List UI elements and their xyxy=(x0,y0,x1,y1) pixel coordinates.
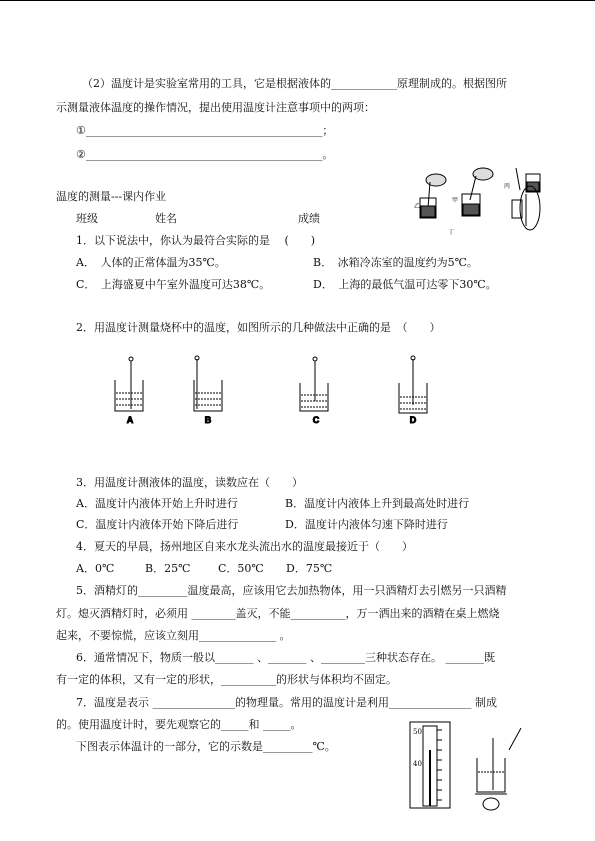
q6-line1: 6．通常情况下，物质一般以_______ 、_______ 、________三种状态存在。 _______既 xyxy=(76,651,495,664)
worksheet-title: 温度的测量---课内作业 xyxy=(56,190,167,203)
q2-line2: 示测量液体温度的操作情况，提出使用温度计注意事项中的两项： xyxy=(56,101,375,114)
svg-text:C: C xyxy=(312,415,320,425)
q1-option-d: D． 上海的最低气温可达零下30℃。 xyxy=(313,278,497,291)
q7-line1: 7．温度是表示 _______________的物理量。常用的温度计是利用_______________ 制成 xyxy=(76,696,497,709)
fig-label-2: 甲 xyxy=(452,197,459,204)
fig-label-4: 丁 xyxy=(448,229,455,236)
beaker-b xyxy=(194,356,222,425)
q2-item1: ①___________________________________________； xyxy=(76,124,334,137)
q7-line3: 下图表示体温计的一部分，它的示数是_________℃。 xyxy=(76,740,336,753)
svg-text:B: B xyxy=(204,415,212,425)
q5-line1: 5．酒精灯的_________温度最高，应该用它去加热物体，用一只酒精灯去引燃另一只酒精 xyxy=(76,584,507,597)
svg-text:D: D xyxy=(409,415,417,425)
q4-option-c: C．50℃ xyxy=(218,562,264,575)
q3-option-b: B．温度计内液体上升到最高处时进行 xyxy=(285,497,470,510)
operation-figure xyxy=(408,160,548,238)
q4-option-a: A．0℃ xyxy=(76,562,115,575)
q2-line1: （2）温度计是实验室常用的工具，它是根据液体的____________原理制成的。根据图所 xyxy=(82,77,507,90)
beaker-d xyxy=(399,356,427,425)
q4-stem: 4．夏天的早晨，扬州地区自来水龙头流出水的温度最接近于（ ） xyxy=(76,540,413,553)
q1-option-b: B． 冰箱冷冻室的温度约为5℃。 xyxy=(313,256,478,269)
beaker-figures xyxy=(110,355,440,427)
q3-option-c: C．温度计内液体开始下降后进行 xyxy=(76,518,239,531)
fig-label-3: 丙 xyxy=(504,183,511,190)
q2b-stem: 2．用温度计测量烧杯中的温度，如图所示的几种做法中正确的是 （ ） xyxy=(76,321,441,334)
beaker-c xyxy=(300,357,328,425)
thermometer-tick-50: 50 xyxy=(413,728,422,736)
q3-option-a: A．温度计内液体开始上升时进行 xyxy=(76,497,238,510)
clinical-thermometer-figure xyxy=(405,720,535,815)
class-label: 班级 xyxy=(76,212,98,225)
q1-stem: 1．以下说法中，你认为最符合实际的是 ( ) xyxy=(76,234,316,247)
fig-label-1: 乙 xyxy=(414,203,421,210)
thermometer-tick-40: 40 xyxy=(413,760,422,768)
q1-option-c: C． 上海盛夏中午室外温度可达38℃。 xyxy=(76,278,271,291)
q5-line3: 起来，不要惊慌，应该立刻用______________ 。 xyxy=(56,629,291,642)
q4-option-b: B．25℃ xyxy=(145,562,191,575)
q5-line2: 灯。熄灭酒精灯时，必须用 ________盖灭，不能__________，万一洒出来的酒精在桌上燃烧 xyxy=(56,607,500,620)
svg-text:A: A xyxy=(126,415,134,425)
q7-line2: 的。使用温度计时，要先观察它的_____和 _____。 xyxy=(56,718,302,731)
beaker-a xyxy=(115,357,143,425)
top-rule xyxy=(0,0,595,1)
q3-option-d: D．温度计内液体匀速下降时进行 xyxy=(285,518,448,531)
score-label: 成绩 xyxy=(298,212,320,225)
q4-option-d: D．75℃ xyxy=(286,562,333,575)
name-label: 姓名 xyxy=(155,212,177,225)
q3-stem: 3．用温度计测液体的温度，读数应在（ ） xyxy=(76,476,303,489)
q2-item2: ②___________________________________________。 xyxy=(76,148,334,161)
q1-option-a: A． 人体的正常体温为35℃。 xyxy=(76,256,226,269)
q6-line2: 有一定的体积，又有一定的形状，__________的形状与体积均不固定。 xyxy=(56,673,397,686)
